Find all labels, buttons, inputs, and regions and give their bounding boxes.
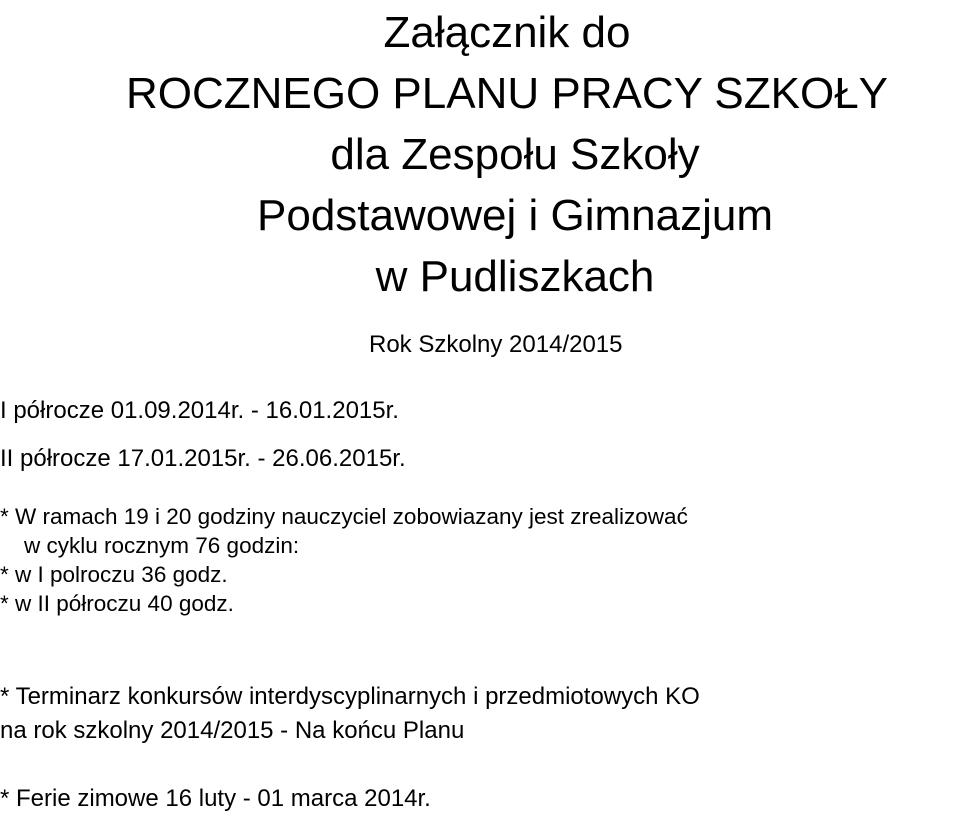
semester-1: I półrocze 01.09.2014r. - 16.01.2015r. [0,397,399,424]
school-year: Rok Szkolny 2014/2015 [369,331,623,358]
semester-2: II półrocze 17.01.2015r. - 26.06.2015r. [0,445,406,472]
hours-note-line: w cyklu rocznym 76 godzin: [24,533,300,558]
hours-note-line: * w II półroczu 40 godz. [0,591,234,616]
hours-note-line: * W ramach 19 i 20 godziny nauczyciel zobowiazany jest zrealizować [0,504,688,529]
hours-note-line: * w I polroczu 36 godz. [0,562,228,587]
document-title [0,2,959,307]
contest-schedule-note [0,680,700,748]
title-line-4: Podstawowej i Gimnazjum [257,191,773,240]
title-line-1: Załącznik do [383,8,631,57]
title-line-5: w Pudliszkach [375,252,655,301]
contest-note-line: na rok szkolny 2014/2015 - Na końcu Planu [0,717,465,744]
title-line-3: dla Zespołu Szkoły [330,130,700,179]
title-line-2: ROCZNEGO PLANU PRACY SZKOŁY [125,69,889,118]
contest-note-line: * Terminarz konkursów interdyscyplinarnych i przedmiotowych KO [0,683,700,710]
hours-notes [0,502,688,618]
winter-holiday-note: * Ferie zimowe 16 luty - 01 marca 2014r. [0,785,431,812]
